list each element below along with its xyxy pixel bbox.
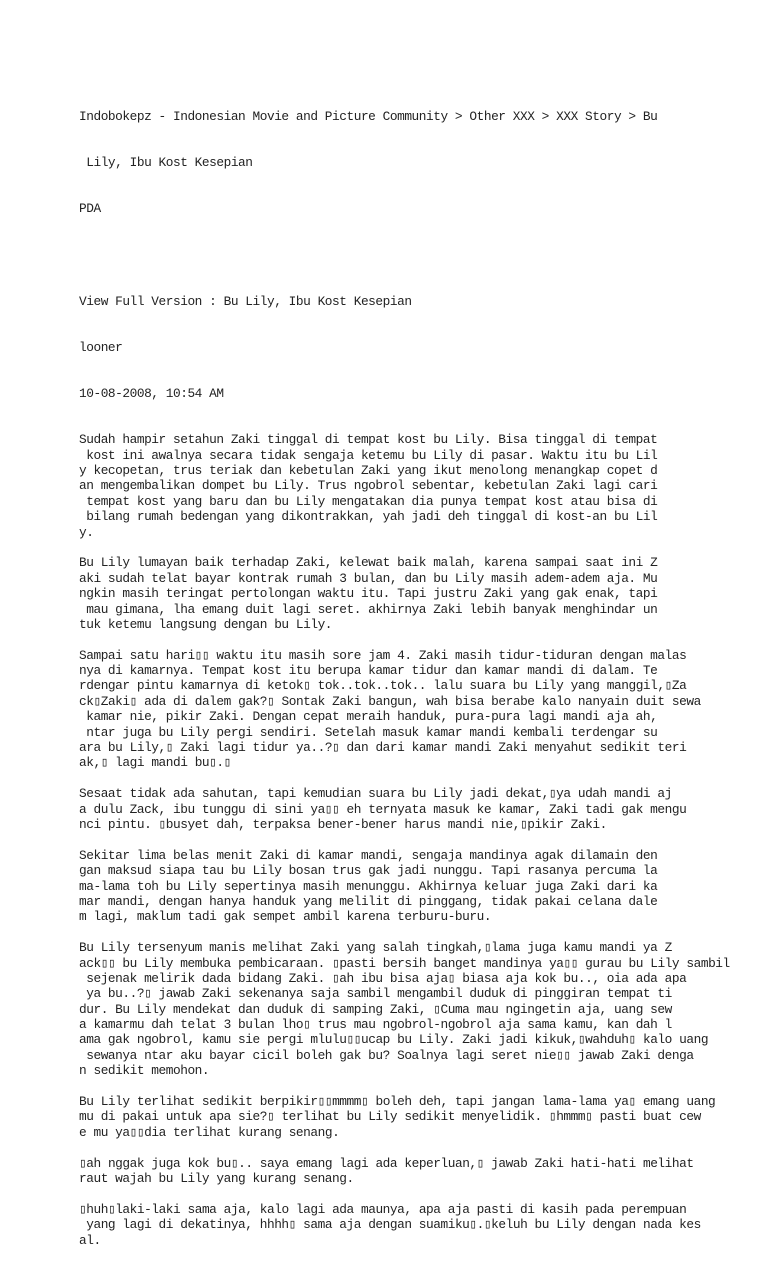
document-body xyxy=(79,78,768,1279)
story-line: a kamarmu dah telat 3 bulan lho▯ trus mau ngobrol-ngobrol aja sama kamu, kan dah l xyxy=(79,1017,672,1033)
spacer xyxy=(79,247,768,262)
story-line: y kecopetan, trus teriak dan kebetulan Zaki yang ikut menolong menangkap copet d xyxy=(79,463,658,479)
story-line: rdengar pintu kamarnya di ketok▯ tok..tok..tok.. lalu suara bu Lily yang manggil,▯Za xyxy=(79,678,687,694)
story-line: Sekitar lima belas menit Zaki di kamar mandi, sengaja mandinya agak dilamain den xyxy=(79,847,658,863)
story-line: raut wajah bu Lily yang kurang senang. xyxy=(79,1170,354,1186)
story-line: tuk ketemu langsung dengan bu Lily. xyxy=(79,616,333,632)
paragraph-gap xyxy=(79,632,768,647)
story-line: ya bu..?▯ jawab Zaki sekenanya saja sambil mengambil duduk di pinggiran tempat ti xyxy=(79,986,672,1002)
story-line: a dulu Zack, ibu tunggu di sini ya▯▯ eh ternyata masuk ke kamar, Zaki tadi gak mengu xyxy=(79,801,687,817)
post-timestamp: 10-08-2008, 10:54 AM xyxy=(79,386,224,402)
story-paragraph xyxy=(79,1094,768,1140)
story-line: sejenak melirik dada bidang Zaki. ▯ah ibu bisa aja▯ biasa aja kok bu.., oia ada apa xyxy=(79,970,687,986)
story-line: mau gimana, lha emang duit lagi seret. akhirnya Zaki lebih banyak menghindar un xyxy=(79,601,658,617)
story-line: dur. Bu Lily mendekat dan duduk di samping Zaki, ▯Cuma mau ngingetin aja, uang sew xyxy=(79,1001,672,1017)
story-line: Sesaat tidak ada sahutan, tapi kemudian suara bu Lily jadi dekat,▯ya udah mandi aj xyxy=(79,786,672,802)
story-paragraph xyxy=(79,848,768,925)
story-line: ▯ah nggak juga kok bu▯.. saya emang lagi ada keperluan,▯ jawab Zaki hati-hati melihat xyxy=(79,1155,694,1171)
breadcrumb[interactable]: Indobokepz - Indonesian Movie and Picture Community > Other XXX > XXX Story > Bu xyxy=(79,108,658,124)
story-line: yang lagi di dekatinya, hhhh▯ sama aja dengan suamiku▯.▯keluh bu Lily dengan nada kes xyxy=(79,1217,701,1233)
paragraph-gap xyxy=(79,1140,768,1155)
story-text xyxy=(79,432,768,1248)
story-paragraph xyxy=(79,648,768,771)
story-line: al. xyxy=(79,1232,101,1248)
story-line: ▯huh▯laki-laki sama aja, kalo lagi ada maunya, apa aja pasti di kasih pada perempuan xyxy=(79,1201,687,1217)
story-line: ck▯Zaki▯ ada di dalem gak?▯ Sontak Zaki bangun, wah bisa berabe kalo nanyain duit sewa xyxy=(79,693,701,709)
story-line: ma-lama toh bu Lily sepertinya masih menunggu. Akhirnya keluar juga Zaki dari ka xyxy=(79,878,658,894)
story-line: ak,▯ lagi mandi bu▯.▯ xyxy=(79,755,231,771)
story-line: kamar nie, pikir Zaki. Dengan cepat meraih handuk, pura-pura lagi mandi aja ah, xyxy=(79,709,658,725)
paragraph-gap xyxy=(79,832,768,847)
story-line: kost ini awalnya secara tidak sengaja ketemu bu Lily di pasar. Waktu itu bu Lil xyxy=(79,447,658,463)
story-line: ack▯▯ bu Lily membuka pembicaraan. ▯pasti bersih banget mandinya ya▯▯ gurau bu Lily sambil xyxy=(79,955,730,971)
story-line: tempat kost yang baru dan bu Lily mengatakan dia punya tempat kost atau bisa di xyxy=(79,493,658,509)
story-line: gan maksud siapa tau bu Lily bosan trus gak jadi nunggu. Tapi rasanya percuma la xyxy=(79,863,658,879)
story-line: Bu Lily terlihat sedikit berpikir▯▯mmmm▯ boleh deh, tapi jangan lama-lama ya▯ emang uang xyxy=(79,1094,716,1110)
story-line: aki sudah telat bayar kontrak rumah 3 bulan, dan bu Lily masih adem-adem aja. Mu xyxy=(79,570,658,586)
story-line: ngkin masih teringat pertolongan waktu itu. Tapi justru Zaki yang gak enak, tapi xyxy=(79,586,658,602)
story-paragraph xyxy=(79,432,768,540)
story-line: Bu Lily lumayan baik terhadap Zaki, kelewat baik malah, karena sampai saat ini Z xyxy=(79,555,658,571)
story-paragraph xyxy=(79,786,768,832)
breadcrumb-continued[interactable]: Lily, Ibu Kost Kesepian xyxy=(79,155,253,171)
story-line: mar mandi, dengan hanya handuk yang melilit di pinggang, tidak pakai celana dale xyxy=(79,893,658,909)
pda-link[interactable]: PDA xyxy=(79,201,101,217)
paragraph-gap xyxy=(79,540,768,555)
story-paragraph xyxy=(79,1156,768,1187)
story-line: ntar juga bu Lily pergi sendiri. Setelah masuk kamar mandi kembali terdengar su xyxy=(79,724,658,740)
story-line: sewanya ntar aku bayar cicil boleh gak bu? Soalnya lagi seret nie▯▯ jawab Zaki denga xyxy=(79,1047,694,1063)
paragraph-gap xyxy=(79,771,768,786)
full-version-link[interactable]: View Full Version : Bu Lily, Ibu Kost Kesepian xyxy=(79,293,412,309)
story-line: an mengembalikan dompet bu Lily. Trus ngobrol sebentar, kebetulan Zaki lagi cari xyxy=(79,478,658,494)
story-line: ama gak ngobrol, kamu sie pergi mlulu▯▯ucap bu Lily. Zaki jadi kikuk,▯wahduh▯ kalo uang xyxy=(79,1032,709,1048)
post-author: looner xyxy=(79,339,123,355)
story-line: e mu ya▯▯dia terlihat kurang senang. xyxy=(79,1124,340,1140)
story-line: ara bu Lily,▯ Zaki lagi tidur ya..?▯ dan dari kamar mandi Zaki menyahut sedikit teri xyxy=(79,740,687,756)
paragraph-gap xyxy=(79,1186,768,1201)
story-line: mu di pakai untuk apa sie?▯ terlihat bu Lily sedikit menyelidik. ▯hmmm▯ pasti buat cew xyxy=(79,1109,701,1125)
story-line: bilang rumah bedengan yang dikontrakkan, yah jadi deh tinggal di kost-an bu Lil xyxy=(79,509,658,525)
story-line: Sudah hampir setahun Zaki tinggal di tempat kost bu Lily. Bisa tinggal di tempat xyxy=(79,432,658,448)
story-paragraph xyxy=(79,555,768,632)
story-line: n sedikit memohon. xyxy=(79,1063,210,1079)
story-line: nci pintu. ▯busyet dah, terpaksa bener-bener harus mandi nie,▯pikir Zaki. xyxy=(79,817,607,832)
paragraph-gap xyxy=(79,1079,768,1094)
story-line: nya di kamarnya. Tempat kost itu berupa kamar tidur dan kamar mandi di dalam. Te xyxy=(79,663,658,679)
story-line: y. xyxy=(79,524,94,540)
paragraph-gap xyxy=(79,925,768,940)
story-line: m lagi, maklum tadi gak sempet ambil karena terburu-buru. xyxy=(79,909,492,925)
story-paragraph xyxy=(79,940,768,1079)
story-paragraph xyxy=(79,1202,768,1248)
story-line: Bu Lily tersenyum manis melihat Zaki yang salah tingkah,▯lama juga kamu mandi ya Z xyxy=(79,940,672,956)
story-line: Sampai satu hari▯▯ waktu itu masih sore jam 4. Zaki masih tidur-tiduran dengan malas xyxy=(79,647,687,663)
